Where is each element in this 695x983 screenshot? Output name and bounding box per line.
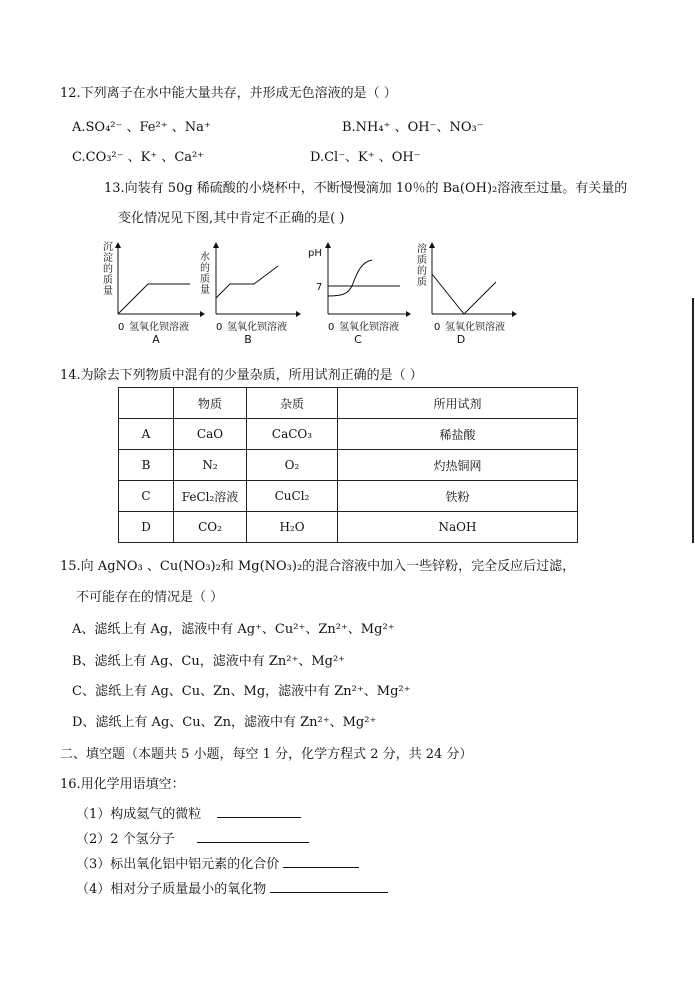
q16-item-3-label: （3）标出氧化铝中铝元素的化合价 — [76, 857, 280, 872]
svg-text:质: 质 — [417, 255, 427, 266]
table-cell: NaOH — [338, 512, 578, 543]
graph-a-curve — [118, 284, 190, 314]
graph-d — [412, 240, 524, 345]
q16-item-2 — [76, 828, 309, 847]
graph-c-tick-7: 7 — [316, 282, 323, 293]
graph-a-origin: 0 — [118, 322, 125, 333]
section2-title: 二、填空题（本题共 5 小题，每空 1 分，化学方程式 2 分，共 24 分） — [60, 747, 473, 762]
svg-text:质: 质 — [200, 274, 210, 285]
graph-b-x-arrow — [296, 311, 301, 317]
graph-d-curve — [432, 274, 496, 314]
graph-a-y-arrow — [115, 242, 121, 248]
graph-b-curve — [216, 266, 278, 298]
q15-stem-line1: 15.向 AgNO₃ 、Cu(NO₃)₂和 Mg(NO₃)₂的混合溶液中加入一些锌粉，完全反应后过滤， — [60, 559, 576, 574]
q13-stem-line1: 13.向装有 50g 稀硫酸的小烧杯中，不断慢慢滴加 10％的 Ba(OH)₂溶液至过量。有关量的 — [104, 181, 628, 196]
table-cell: C — [119, 481, 174, 512]
graph-c-y-arrow — [325, 242, 331, 248]
svg-text:的: 的 — [200, 263, 210, 274]
table-cell: 铁粉 — [338, 481, 578, 512]
graph-d-ylabel — [417, 242, 427, 288]
graph-a — [96, 240, 206, 345]
q16-item-3 — [76, 853, 359, 872]
table-header-cell: 所用试剂 — [338, 388, 578, 419]
q16-stem: 16.用化学用语填空： — [60, 777, 185, 792]
svg-text:质: 质 — [417, 277, 427, 288]
graph-c-letter: C — [354, 333, 362, 345]
table-cell: D — [119, 512, 174, 543]
svg-text:的: 的 — [417, 266, 427, 277]
table-cell: FeCl₂溶液 — [174, 481, 247, 512]
graph-d-y-arrow — [429, 242, 435, 248]
table-row — [119, 481, 578, 512]
q16-item-2-label: （2）2 个氢分子 — [76, 832, 175, 847]
svg-text:量: 量 — [103, 286, 113, 297]
table-cell: 灼热铜网 — [338, 450, 578, 481]
graph-b-y-arrow — [213, 242, 219, 248]
graph-b-letter: B — [244, 333, 252, 345]
table-cell: B — [119, 450, 174, 481]
table-cell: N₂ — [174, 450, 247, 481]
graph-a-ylabel — [103, 241, 113, 297]
q15-option-d: D、滤纸上有 Ag、Cu、Zn，滤液中有 Zn²⁺、Mg²⁺ — [72, 715, 377, 730]
q13-stem-line2: 变化情况见下图,其中肯定不正确的是( ) — [118, 211, 345, 226]
q15-stem-line2: 不可能存在的情况是（ ） — [76, 590, 224, 605]
table-cell: O₂ — [247, 450, 338, 481]
svg-text:淀: 淀 — [103, 253, 113, 264]
table-row — [119, 512, 578, 543]
graph-c-origin: 0 — [328, 322, 335, 333]
table-header-cell — [119, 388, 174, 419]
graph-c-x-arrow — [406, 311, 411, 317]
q12-stem: 12.下列离子在水中能大量共存，并形成无色溶液的是（ ） — [60, 86, 397, 101]
table-cell: CO₂ — [174, 512, 247, 543]
graph-d-origin: 0 — [434, 322, 441, 333]
graph-d-letter: D — [456, 333, 466, 345]
svg-text:溶: 溶 — [417, 244, 427, 255]
graph-c-curve — [328, 260, 372, 296]
q12-option-c: C.CO₃²⁻ 、K⁺ 、Ca²⁺ — [72, 150, 205, 165]
q15-option-c: C、滤纸上有 Ag、Cu、Zn、Mg，滤液中有 Zn²⁺、Mg²⁺ — [72, 684, 411, 699]
graph-a-letter: A — [152, 333, 160, 345]
svg-text:水: 水 — [200, 252, 210, 263]
q16-item-4-label: （4）相对分子质量最小的氧化物 — [76, 882, 267, 897]
table-row — [119, 419, 578, 450]
table-header-row — [119, 388, 578, 419]
q15-option-b: B、滤纸上有 Ag、Cu，滤液中有 Zn²⁺、Mg²⁺ — [72, 654, 346, 669]
answer-blank-3[interactable] — [283, 855, 359, 868]
q16-item-4 — [76, 878, 388, 897]
reagent-table — [118, 387, 578, 543]
answer-blank-2[interactable] — [197, 830, 309, 843]
table-cell: CaO — [174, 419, 247, 450]
answer-blank-1[interactable] — [217, 805, 301, 818]
graph-d-xlabel: 氢氧化钡溶液 — [445, 322, 505, 333]
q12-option-b: B.NH₄⁺ 、OH⁻、NO₃⁻ — [342, 120, 484, 135]
table-cell: 稀盐酸 — [338, 419, 578, 450]
graph-d-x-arrow — [512, 311, 517, 317]
table-header-cell: 物质 — [174, 388, 247, 419]
q15-option-a: A、滤纸上有 Ag，滤液中有 Ag⁺、Cu²⁺、Zn²⁺、Mg²⁺ — [72, 622, 395, 637]
graph-b-origin: 0 — [216, 322, 223, 333]
table-header-cell: 杂质 — [247, 388, 338, 419]
table-cell: CuCl₂ — [247, 481, 338, 512]
table-cell: H₂O — [247, 512, 338, 543]
table-cell: A — [119, 419, 174, 450]
graph-b-xlabel: 氢氧化钡溶液 — [227, 322, 287, 333]
graph-b-ylabel — [200, 250, 210, 296]
svg-text:量: 量 — [200, 285, 210, 296]
q16-item-1 — [76, 803, 301, 822]
graph-a-xlabel: 氢氧化钡溶液 — [129, 322, 189, 333]
q12-option-a: A.SO₄²⁻ 、Fe²⁺ 、Na⁺ — [72, 120, 211, 135]
svg-text:沉: 沉 — [103, 242, 113, 253]
graph-c-ylabel: pH — [308, 248, 322, 259]
margin-rule — [692, 298, 694, 543]
answer-blank-4[interactable] — [270, 880, 388, 893]
table-cell: CaCO₃ — [247, 419, 338, 450]
q14-stem: 14.为除去下列物质中混有的少量杂质，所用试剂正确的是（ ） — [60, 368, 423, 383]
q16-item-1-label: （1）构成氦气的微粒 — [76, 807, 202, 822]
svg-text:的: 的 — [103, 264, 113, 275]
graph-c — [302, 240, 414, 345]
graph-b — [192, 240, 304, 345]
svg-text:质: 质 — [103, 275, 113, 286]
q12-option-d: D.Cl⁻、K⁺ 、OH⁻ — [310, 150, 421, 165]
table-row — [119, 450, 578, 481]
graph-c-xlabel: 氢氧化钡溶液 — [339, 322, 399, 333]
